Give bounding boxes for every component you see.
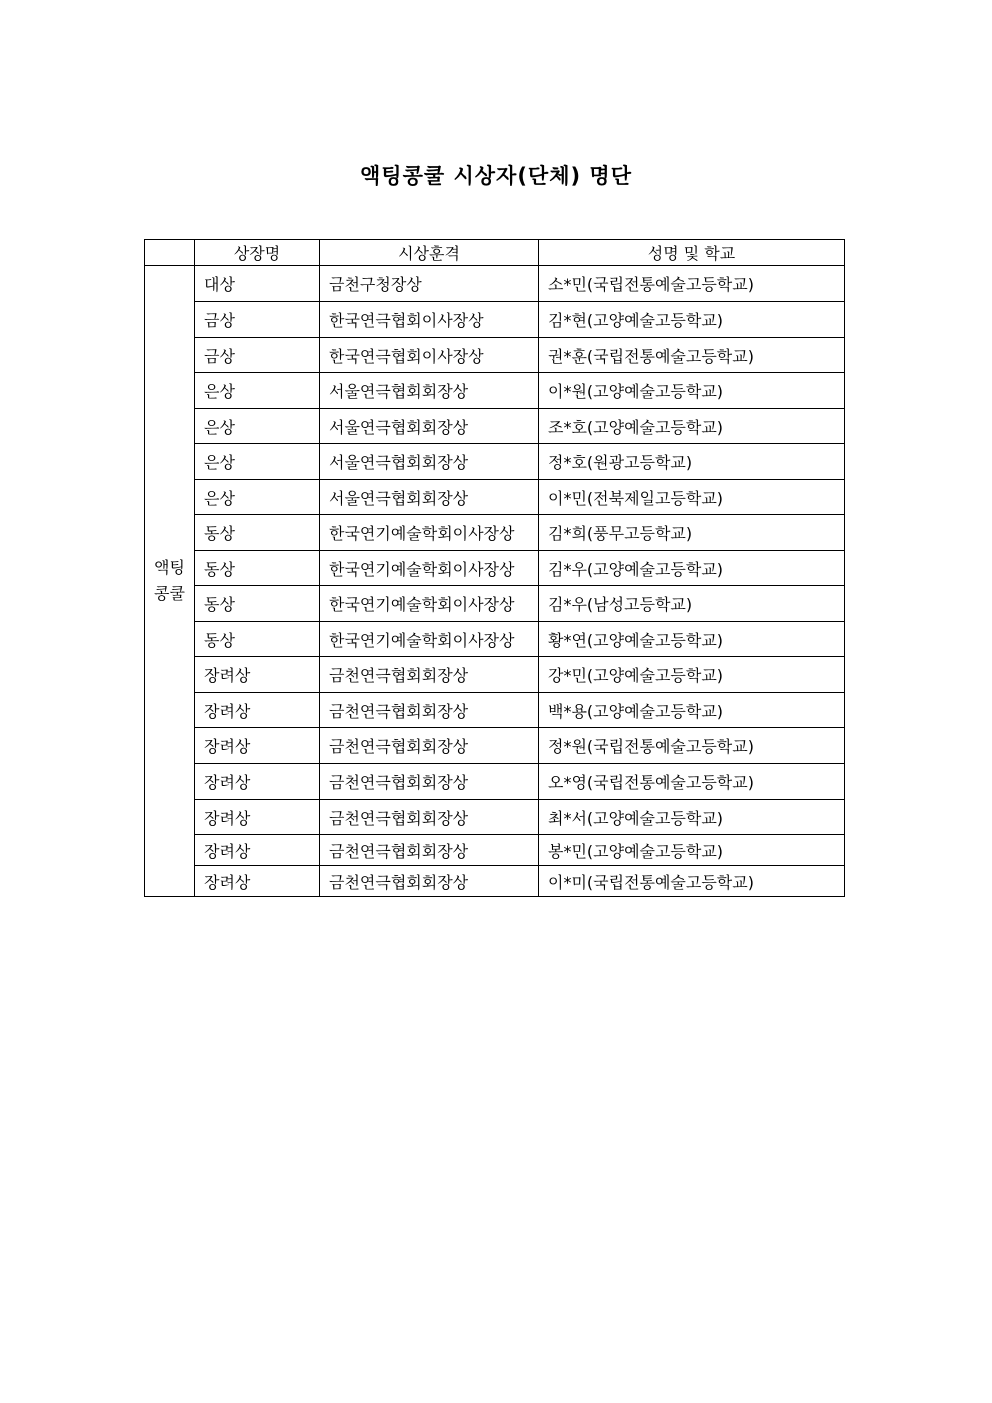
header-category bbox=[145, 240, 195, 266]
name-school-cell: 이*민(전북제일고등학교) bbox=[539, 480, 845, 515]
prize-cell: 서울연극협회회장상 bbox=[320, 373, 539, 409]
name-school-cell: 권*훈(국립전통예술고등학교) bbox=[539, 338, 845, 373]
name-school-cell: 김*우(남성고등학교) bbox=[539, 586, 845, 622]
prize-cell: 금천연극협회회장상 bbox=[320, 835, 539, 866]
category-label-line2: 콩쿨 bbox=[154, 584, 185, 603]
prize-cell: 금천연극협회회장상 bbox=[320, 866, 539, 897]
table-row bbox=[145, 728, 845, 764]
table-row bbox=[145, 409, 845, 444]
award-cell: 동상 bbox=[195, 515, 320, 551]
prize-cell: 한국연기예술학회이사장상 bbox=[320, 586, 539, 622]
name-school-cell: 이*미(국립전통예술고등학교) bbox=[539, 866, 845, 897]
document-title: 액팅콩쿨 시상자(단체) 명단 bbox=[360, 164, 632, 188]
prize-cell: 서울연극협회회장상 bbox=[320, 409, 539, 444]
awards-table bbox=[144, 239, 845, 897]
award-cell: 금상 bbox=[195, 302, 320, 338]
header-prize: 시상훈격 bbox=[320, 240, 539, 266]
name-school-cell: 김*희(풍무고등학교) bbox=[539, 515, 845, 551]
table-row bbox=[145, 551, 845, 586]
name-school-cell: 김*우(고양예술고등학교) bbox=[539, 551, 845, 586]
table-row bbox=[145, 266, 845, 302]
name-school-cell: 최*서(고양예술고등학교) bbox=[539, 800, 845, 835]
name-school-cell: 강*민(고양예술고등학교) bbox=[539, 657, 845, 693]
award-cell: 장려상 bbox=[195, 866, 320, 897]
table-row bbox=[145, 657, 845, 693]
award-cell: 장려상 bbox=[195, 728, 320, 764]
prize-cell: 서울연극협회회장상 bbox=[320, 480, 539, 515]
name-school-cell: 오*영(국립전통예술고등학교) bbox=[539, 764, 845, 800]
award-cell: 동상 bbox=[195, 551, 320, 586]
category-cell bbox=[145, 266, 195, 897]
table-row bbox=[145, 338, 845, 373]
table-row bbox=[145, 835, 845, 866]
prize-cell: 금천연극협회회장상 bbox=[320, 693, 539, 728]
award-cell: 대상 bbox=[195, 266, 320, 302]
prize-cell: 한국연극협회이사장상 bbox=[320, 338, 539, 373]
name-school-cell: 백*용(고양예술고등학교) bbox=[539, 693, 845, 728]
prize-cell: 서울연극협회회장상 bbox=[320, 444, 539, 480]
name-school-cell: 이*원(고양예술고등학교) bbox=[539, 373, 845, 409]
name-school-cell: 정*원(국립전통예술고등학교) bbox=[539, 728, 845, 764]
name-school-cell: 황*연(고양예술고등학교) bbox=[539, 622, 845, 657]
category-label-line1: 액팅 bbox=[154, 558, 185, 577]
award-cell: 동상 bbox=[195, 586, 320, 622]
award-cell: 은상 bbox=[195, 373, 320, 409]
table-row bbox=[145, 444, 845, 480]
prize-cell: 금천구청장상 bbox=[320, 266, 539, 302]
table-row bbox=[145, 693, 845, 728]
prize-cell: 한국연극협회이사장상 bbox=[320, 302, 539, 338]
award-cell: 장려상 bbox=[195, 835, 320, 866]
name-school-cell: 소*민(국립전통예술고등학교) bbox=[539, 266, 845, 302]
prize-cell: 한국연기예술학회이사장상 bbox=[320, 622, 539, 657]
header-award-name: 상장명 bbox=[195, 240, 320, 266]
table-body bbox=[145, 266, 845, 897]
award-cell: 은상 bbox=[195, 480, 320, 515]
table-row bbox=[145, 302, 845, 338]
prize-cell: 금천연극협회회장상 bbox=[320, 657, 539, 693]
award-cell: 장려상 bbox=[195, 657, 320, 693]
table-row bbox=[145, 373, 845, 409]
table-row bbox=[145, 586, 845, 622]
table-row bbox=[145, 515, 845, 551]
award-cell: 장려상 bbox=[195, 800, 320, 835]
prize-cell: 한국연기예술학회이사장상 bbox=[320, 551, 539, 586]
name-school-cell: 봉*민(고양예술고등학교) bbox=[539, 835, 845, 866]
award-cell: 은상 bbox=[195, 444, 320, 480]
name-school-cell: 정*호(원광고등학교) bbox=[539, 444, 845, 480]
prize-cell: 금천연극협회회장상 bbox=[320, 728, 539, 764]
table-row bbox=[145, 800, 845, 835]
prize-cell: 한국연기예술학회이사장상 bbox=[320, 515, 539, 551]
award-cell: 장려상 bbox=[195, 693, 320, 728]
prize-cell: 금천연극협회회장상 bbox=[320, 800, 539, 835]
award-cell: 동상 bbox=[195, 622, 320, 657]
table-row bbox=[145, 764, 845, 800]
header-name-school: 성명 및 학교 bbox=[539, 240, 845, 266]
table-row bbox=[145, 866, 845, 897]
prize-cell: 금천연극협회회장상 bbox=[320, 764, 539, 800]
award-cell: 금상 bbox=[195, 338, 320, 373]
name-school-cell: 조*호(고양예술고등학교) bbox=[539, 409, 845, 444]
table-row bbox=[145, 480, 845, 515]
table-header-row bbox=[145, 240, 845, 266]
award-cell: 장려상 bbox=[195, 764, 320, 800]
award-cell: 은상 bbox=[195, 409, 320, 444]
name-school-cell: 김*현(고양예술고등학교) bbox=[539, 302, 845, 338]
table-row bbox=[145, 622, 845, 657]
